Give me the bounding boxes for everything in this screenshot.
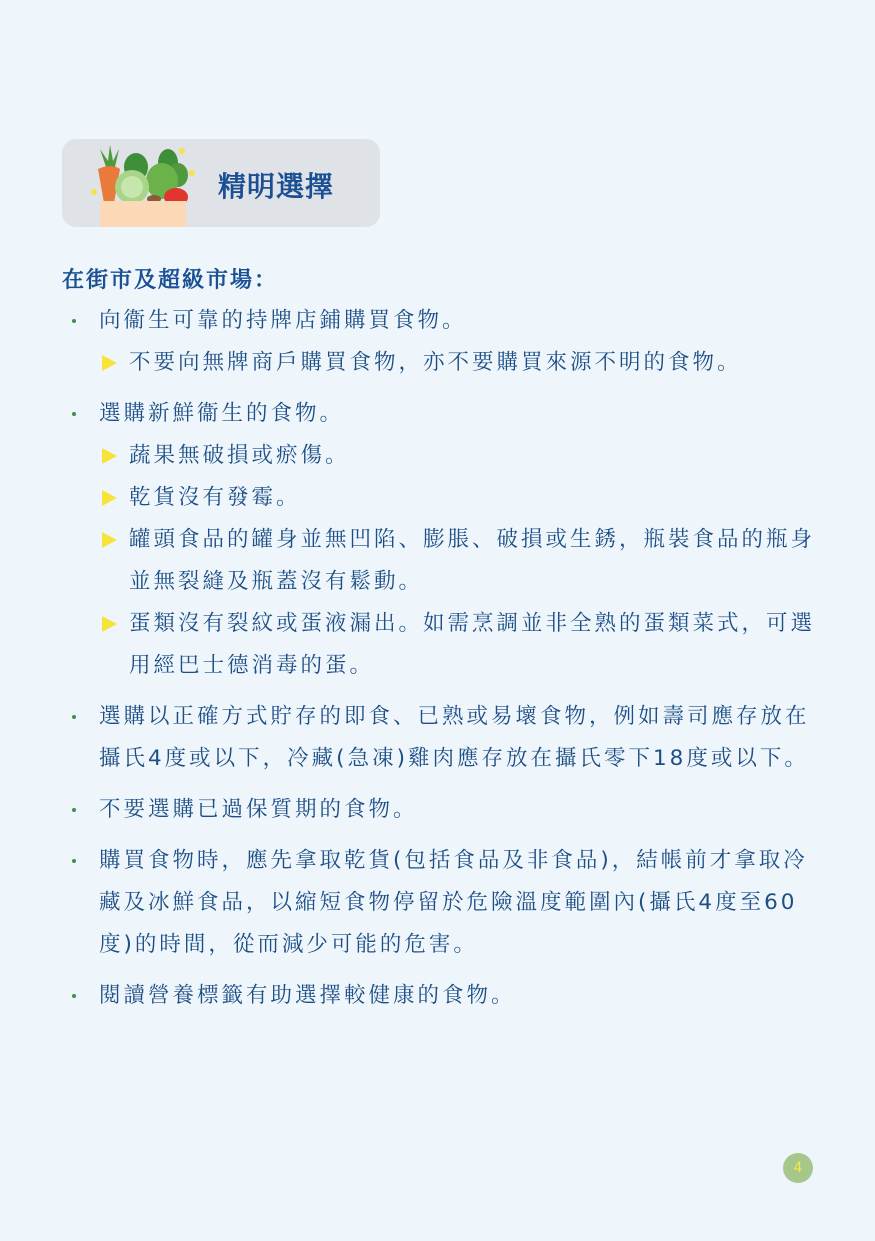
list-item-text: 閱讀營養標籤有助選擇較健康的食物。	[99, 983, 516, 1008]
vegetable-bag-icon	[86, 139, 198, 227]
list-item	[62, 696, 822, 780]
sub-list-item-text: 罐頭食品的罐身並無凹陷、膨脹、破損或生銹，瓶裝食品的瓶身並無裂縫及瓶蓋沒有鬆動。	[129, 527, 816, 594]
triangle-marker-icon	[102, 532, 117, 548]
triangle-marker-icon	[102, 616, 117, 632]
sub-list-item	[62, 603, 822, 687]
section-subheading: 在街市及超級市場：	[62, 268, 279, 293]
list-item-text: 選購以正確方式貯存的即食、已熟或易壞食物，例如壽司應存放在攝氏4度或以下，冷藏(急凍)雞肉應存放在攝氏零下18度或以下。	[99, 704, 810, 771]
list-item-text: 購買食物時，應先拿取乾貨(包括食品及非食品)，結帳前才拿取冷藏及冰鮮食品，以縮短食物停留於危險溫度範圍內(攝氏4度至60度)的時間，從而減少可能的危害。	[99, 848, 808, 957]
section-title: 精明選擇	[218, 170, 335, 203]
list-item	[62, 789, 822, 831]
sub-list-item	[62, 477, 822, 519]
list-item	[62, 393, 822, 687]
sub-list-item-text: 乾貨沒有發霉。	[129, 485, 301, 510]
sub-list-item	[62, 519, 822, 603]
bullet-dot-icon	[72, 994, 76, 998]
list-item-text: 向衞生可靠的持牌店鋪購買食物。	[99, 308, 467, 333]
sub-list-item-text: 蛋類沒有裂紋或蛋液漏出。如需烹調並非全熟的蛋類菜式，可選用經巴士德消毒的蛋。	[129, 611, 816, 678]
bullet-dot-icon	[72, 715, 76, 719]
list-item	[62, 300, 822, 384]
page-number-badge: 4	[783, 1153, 813, 1183]
sub-list-item-text: 不要向無牌商戶購買食物，亦不要購買來源不明的食物。	[129, 350, 742, 375]
bullet-dot-icon	[72, 412, 76, 416]
section-header-card	[62, 139, 380, 227]
list-item	[62, 840, 822, 966]
triangle-marker-icon	[102, 355, 117, 371]
sub-list-item-text: 蔬果無破損或瘀傷。	[129, 443, 350, 468]
bullet-dot-icon	[72, 808, 76, 812]
triangle-marker-icon	[102, 490, 117, 506]
list-item-text: 不要選購已過保質期的食物。	[99, 797, 418, 822]
sub-list-item	[62, 435, 822, 477]
triangle-marker-icon	[102, 448, 117, 464]
list-item-text: 選購新鮮衞生的食物。	[99, 401, 345, 426]
list-item	[62, 975, 822, 1017]
bullet-dot-icon	[72, 319, 76, 323]
bullet-list	[62, 300, 822, 1026]
sub-list-item	[62, 342, 822, 384]
bullet-dot-icon	[72, 859, 76, 863]
